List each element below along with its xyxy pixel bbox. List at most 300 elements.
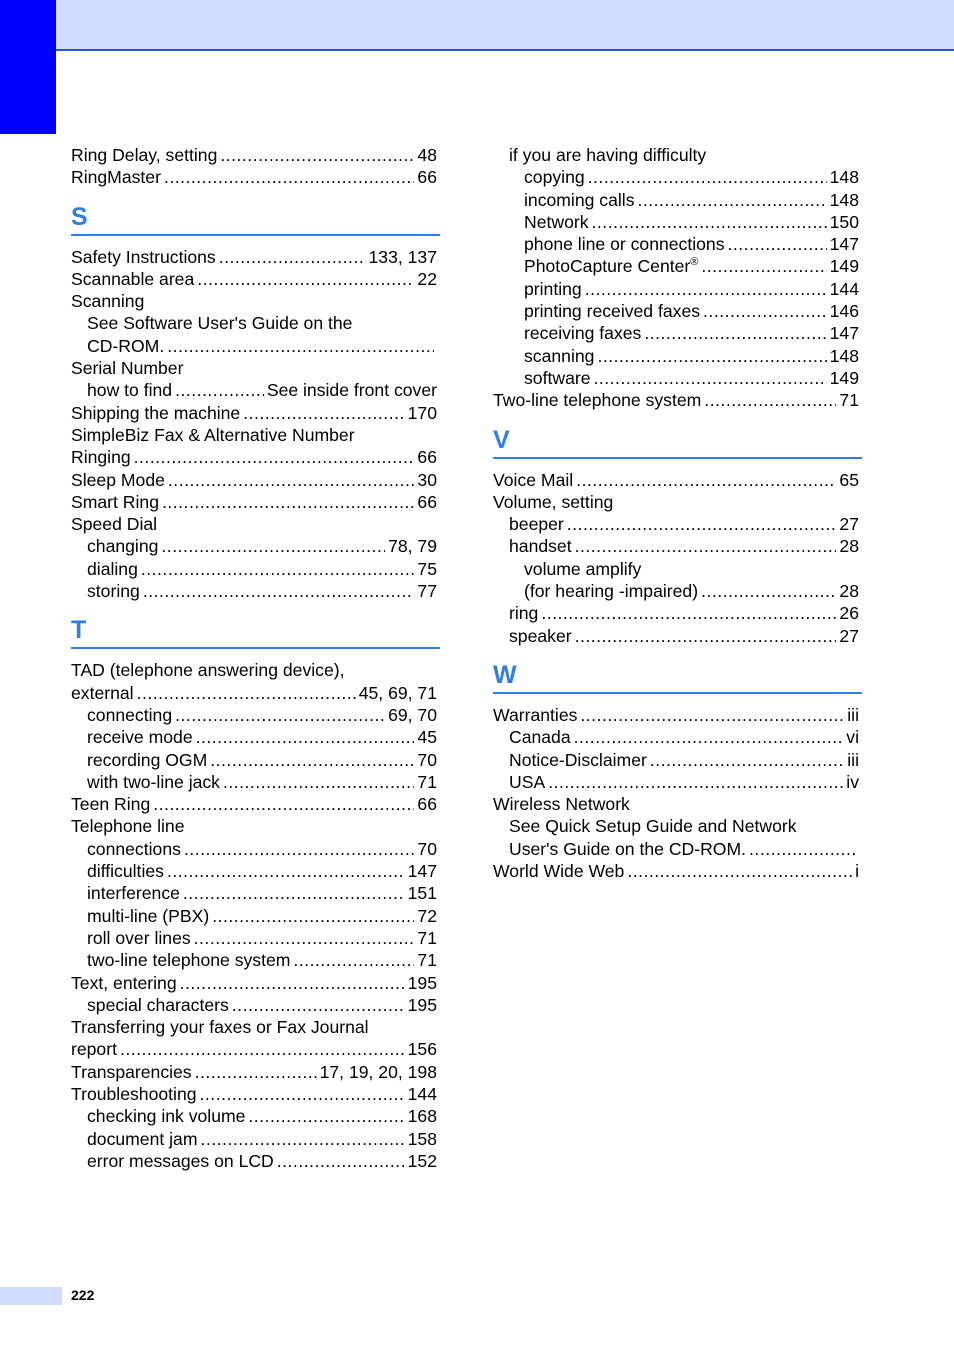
entry-label <box>71 166 161 188</box>
entry-label <box>524 189 635 211</box>
dot-leader <box>644 322 826 344</box>
entry-label-text: printing <box>524 278 582 299</box>
entry-page-ref: 27 <box>839 514 859 535</box>
entry-page-ref: 72 <box>417 905 437 926</box>
entry-label <box>87 1150 274 1172</box>
entry-label <box>71 144 217 166</box>
entry-label <box>71 682 134 704</box>
index-entry <box>71 1105 437 1127</box>
entry-label <box>71 972 177 994</box>
entry-label-text: beeper <box>509 514 564 535</box>
dot-leader <box>704 389 836 411</box>
entry-label-text: Sleep Mode <box>71 469 165 490</box>
page-number: 222 <box>71 1287 95 1303</box>
entry-label-text: two-line telephone system <box>87 950 291 971</box>
entry-label-text: PhotoCapture Center <box>524 256 691 277</box>
entry-page-ref: 77 <box>417 581 437 602</box>
entry-label-text: receive mode <box>87 727 193 748</box>
entry-label-text: Scanning <box>71 291 145 312</box>
entry-page-ref: 195 <box>407 972 437 993</box>
entry-label-text: connecting <box>87 704 173 725</box>
entry-label-text: printing received faxes <box>524 301 701 322</box>
entry-label <box>524 300 700 322</box>
entry-label <box>87 860 164 882</box>
index-entry <box>493 491 859 513</box>
index-entry <box>71 972 437 994</box>
index-entry <box>71 905 437 927</box>
entry-label-text: Warranties <box>493 704 578 725</box>
dot-leader <box>223 771 414 793</box>
entry-label <box>509 726 571 748</box>
entry-label <box>87 749 207 771</box>
entry-page-ref: 144 <box>829 278 859 299</box>
entry-page-ref: 156 <box>407 1039 437 1060</box>
dot-leader <box>541 602 836 624</box>
dot-leader <box>164 166 414 188</box>
entry-label-text: Scannable area <box>71 268 195 289</box>
entry-page-ref: 151 <box>407 883 437 904</box>
dot-leader <box>650 749 844 771</box>
index-entry <box>493 535 859 557</box>
entry-label-text: SimpleBiz Fax & Alternative Number <box>71 424 355 445</box>
dot-leader <box>196 726 415 748</box>
dot-leader <box>161 535 385 557</box>
entry-label-text: phone line or connections <box>524 234 725 255</box>
index-entry <box>71 793 437 815</box>
entry-label <box>509 513 564 535</box>
entry-label-text: Transparencies <box>71 1061 192 1082</box>
entry-page-ref: 71 <box>839 390 859 411</box>
entry-label <box>524 211 589 233</box>
entry-label <box>71 1083 197 1105</box>
dot-leader <box>749 838 856 860</box>
index-entry <box>493 558 859 580</box>
entry-page-ref: 48 <box>417 145 437 165</box>
entry-label <box>524 367 591 389</box>
entry-page-ref: 45 <box>417 727 437 748</box>
index-entry <box>493 513 859 535</box>
index-entry <box>71 860 437 882</box>
index-entry <box>71 402 437 424</box>
entry-label <box>493 860 624 882</box>
dot-leader <box>574 726 844 748</box>
entry-page-ref: 147 <box>407 861 437 882</box>
entry-label <box>71 246 216 268</box>
entry-label <box>87 994 229 1016</box>
index-entry <box>493 255 859 277</box>
entry-label-text: handset <box>509 536 572 557</box>
dot-leader <box>212 905 414 927</box>
entry-label <box>87 726 193 748</box>
index-entry <box>493 300 859 322</box>
entry-page-ref: 66 <box>417 794 437 815</box>
entry-label-text: external <box>71 682 134 703</box>
index-entry <box>493 144 859 166</box>
dot-leader <box>137 682 356 704</box>
entry-label-text: error messages on LCD <box>87 1150 274 1171</box>
header-band <box>0 0 954 51</box>
entry-page-ref: 70 <box>417 749 437 770</box>
entry-label-text: ring <box>509 603 539 624</box>
entry-label-text: See Software User's Guide on the <box>87 313 353 334</box>
entry-label-text: Volume, setting <box>493 491 614 512</box>
entry-label-text: software <box>524 367 591 388</box>
entry-page-ref: 45, 69, 71 <box>358 682 437 703</box>
entry-label-text: recording OGM <box>87 749 208 770</box>
entry-label-text: See Quick Setup Guide and Network <box>509 816 797 837</box>
entry-page-ref: 195 <box>407 994 437 1015</box>
chapter-tab <box>0 0 56 134</box>
index-entry <box>71 446 437 468</box>
entry-label-text: incoming calls <box>524 189 635 210</box>
index-entry <box>71 1038 437 1060</box>
index-entry <box>71 927 437 949</box>
entry-page-ref: 146 <box>829 301 859 322</box>
section-rule <box>71 647 440 649</box>
entry-label <box>87 771 220 793</box>
dot-leader <box>588 166 827 188</box>
entry-page-ref: 78, 79 <box>388 536 437 557</box>
entry-page-ref: 144 <box>407 1083 437 1104</box>
entry-label <box>87 927 191 949</box>
entry-label-text: speaker <box>509 625 572 646</box>
index-entry <box>71 580 437 602</box>
index-entry <box>493 211 859 233</box>
entry-label <box>87 949 290 971</box>
index-entry <box>71 949 437 971</box>
entry-page-ref: 148 <box>829 189 859 210</box>
entry-label-text: Network <box>524 211 589 232</box>
entry-label <box>71 793 150 815</box>
entry-label-text: storing <box>87 581 140 602</box>
entry-label <box>87 882 180 904</box>
entry-label-text: volume amplify <box>524 558 642 579</box>
dot-leader <box>567 513 837 535</box>
entry-label-text: checking ink volume <box>87 1106 246 1127</box>
dot-leader <box>134 446 415 468</box>
section-letter: W <box>493 660 517 689</box>
entry-page-ref: vi <box>846 727 859 748</box>
dot-leader <box>701 580 836 602</box>
entry-page-ref: 149 <box>829 367 859 388</box>
entry-label <box>71 469 165 491</box>
entry-label-text: difficulties <box>87 861 164 882</box>
section-header-s <box>71 201 437 236</box>
dot-leader <box>638 189 827 211</box>
entry-label <box>87 379 172 401</box>
index-entry <box>493 580 859 602</box>
index-entry <box>71 535 437 557</box>
dot-leader <box>597 345 826 367</box>
entry-label-text: Troubleshooting <box>71 1083 197 1104</box>
dot-leader <box>232 994 405 1016</box>
entry-label-text: with two-line jack <box>87 771 220 792</box>
index-entry <box>493 278 859 300</box>
entry-label <box>87 558 138 580</box>
entry-label <box>509 749 647 771</box>
entry-page-ref: 28 <box>839 581 859 602</box>
entry-label-text: Shipping the machine <box>71 402 241 423</box>
index-entry <box>71 491 437 513</box>
index-entry <box>71 335 437 357</box>
index-entry <box>493 469 859 491</box>
entry-page-ref: 75 <box>417 558 437 579</box>
entry-label <box>87 704 172 726</box>
entry-page-ref: iii <box>847 749 859 770</box>
entry-label <box>509 602 538 624</box>
dot-leader <box>575 535 837 557</box>
index-column-left <box>71 144 437 1172</box>
entry-label-text: Text, entering <box>71 972 177 993</box>
dot-leader <box>167 335 434 357</box>
index-entry <box>493 189 859 211</box>
dot-leader <box>594 367 827 389</box>
entry-page-ref: 148 <box>829 167 859 188</box>
index-column-right <box>493 144 859 882</box>
dot-leader <box>728 233 827 255</box>
entry-label <box>71 491 159 513</box>
entry-page-ref: 170 <box>407 402 437 423</box>
index-entry <box>71 312 437 334</box>
index-entry <box>71 558 437 580</box>
section-letter: T <box>71 616 87 645</box>
section-header-v <box>493 424 859 459</box>
entry-page-ref: iv <box>846 771 859 792</box>
index-entry <box>493 838 859 860</box>
entry-page-ref: See inside front cover <box>266 380 437 401</box>
entry-label <box>524 580 698 602</box>
index-entry <box>493 233 859 255</box>
entry-label <box>87 1128 198 1150</box>
section-header-w <box>493 659 859 694</box>
index-entry <box>493 389 859 411</box>
entry-label <box>71 268 194 290</box>
section-letter: V <box>493 425 510 454</box>
dot-leader <box>167 860 405 882</box>
entry-page-ref: 70 <box>417 838 437 859</box>
entry-page-ref: 147 <box>829 234 859 255</box>
entry-label-text: Teen Ring <box>71 794 151 815</box>
index-entry <box>493 704 859 726</box>
entry-label <box>71 1038 117 1060</box>
entry-label <box>87 905 209 927</box>
entry-label <box>524 345 594 367</box>
entry-label-text: Smart Ring <box>71 491 159 512</box>
index-entry <box>71 469 437 491</box>
index-entry <box>493 793 859 815</box>
dot-leader <box>575 625 837 647</box>
entry-label-text: (for hearing -impaired) <box>524 581 699 602</box>
dot-leader <box>201 1128 405 1150</box>
dot-leader <box>162 491 414 513</box>
entry-page-ref: 27 <box>839 625 859 646</box>
entry-label <box>71 446 131 468</box>
entry-label-text: roll over lines <box>87 927 191 948</box>
section-header-t <box>71 614 437 649</box>
dot-leader <box>627 860 852 882</box>
section-rule <box>71 234 440 236</box>
entry-label-text: USA <box>509 771 546 792</box>
entry-label-text: dialing <box>87 558 138 579</box>
dot-leader <box>168 469 415 491</box>
entry-page-ref: 148 <box>829 345 859 366</box>
entry-label-text: RingMaster <box>71 167 161 188</box>
entry-label <box>509 838 746 860</box>
dot-leader <box>194 927 415 949</box>
index-entry <box>71 749 437 771</box>
dot-leader <box>195 1061 317 1083</box>
index-entry <box>493 322 859 344</box>
entry-label-text: receiving faxes <box>524 323 642 344</box>
index-entry <box>71 144 437 166</box>
entry-page-ref: 17, 19, 20, 198 <box>319 1061 437 1082</box>
index-entry <box>493 367 859 389</box>
entry-label-text: connections <box>87 838 181 859</box>
entry-page-ref: 26 <box>839 603 859 624</box>
dot-leader <box>248 1105 404 1127</box>
entry-label <box>87 335 164 357</box>
entry-label <box>509 625 572 647</box>
index-entry <box>493 602 859 624</box>
dot-leader <box>220 144 414 166</box>
index-entry <box>493 166 859 188</box>
entry-label-text: Ring Delay, setting <box>71 145 218 165</box>
dot-leader <box>243 402 404 424</box>
dot-leader <box>701 255 826 277</box>
index-entry <box>493 625 859 647</box>
dot-leader <box>585 278 827 300</box>
entry-label-text: changing <box>87 536 159 557</box>
entry-label-text: copying <box>524 167 585 188</box>
entry-label <box>493 389 701 411</box>
footer-bar <box>0 1287 62 1305</box>
index-entry <box>71 994 437 1016</box>
entry-page-ref: 71 <box>417 771 437 792</box>
entry-label-text: multi-line (PBX) <box>87 905 210 926</box>
entry-label <box>71 1061 192 1083</box>
entry-page-ref: i <box>855 861 859 882</box>
index-entry <box>71 424 437 446</box>
dot-leader <box>210 749 414 771</box>
entry-label-text: Speed Dial <box>71 514 158 535</box>
section-letter: S <box>71 202 88 231</box>
entry-page-ref: iii <box>847 704 859 725</box>
dot-leader <box>277 1150 405 1172</box>
entry-label <box>493 704 577 726</box>
entry-label-text: World Wide Web <box>493 861 625 882</box>
entry-page-ref: 133, 137 <box>368 246 437 267</box>
entry-label <box>493 469 573 491</box>
entry-label-text: Ringing <box>71 447 131 468</box>
entry-label-text: Canada <box>509 727 571 748</box>
dot-leader <box>175 704 385 726</box>
entry-label-text: Transferring your faxes or Fax Journal <box>71 1017 369 1038</box>
index-entry <box>71 815 437 837</box>
index-entry <box>71 379 437 401</box>
index-entry <box>71 682 437 704</box>
dot-leader <box>200 1083 405 1105</box>
dot-leader <box>153 793 414 815</box>
dot-leader <box>180 972 405 994</box>
index-entry <box>71 659 437 681</box>
entry-label <box>524 278 582 300</box>
entry-label <box>524 255 698 277</box>
entry-page-ref: 168 <box>407 1106 437 1127</box>
entry-page-ref: 66 <box>417 167 437 188</box>
entry-label <box>524 322 641 344</box>
section-rule <box>493 457 862 459</box>
dot-leader <box>576 469 836 491</box>
index-entry <box>71 882 437 904</box>
index-entry <box>71 704 437 726</box>
entry-label <box>87 838 181 860</box>
entry-page-ref: 147 <box>829 323 859 344</box>
entry-label-text: Safety Instructions <box>71 246 216 267</box>
index-entry <box>71 771 437 793</box>
entry-page-ref: 71 <box>417 927 437 948</box>
dot-leader <box>197 268 414 290</box>
entry-page-ref: 71 <box>417 950 437 971</box>
index-entry <box>71 1150 437 1172</box>
entry-label <box>509 535 572 557</box>
dot-leader <box>141 558 415 580</box>
index-entry <box>71 357 437 379</box>
entry-label-text: Voice Mail <box>493 469 574 490</box>
entry-label-text: special characters <box>87 994 229 1015</box>
index-entry <box>493 860 859 882</box>
entry-label-text: report <box>71 1039 117 1060</box>
dot-leader <box>183 882 405 904</box>
entry-page-ref: 158 <box>407 1128 437 1149</box>
index-entry <box>493 726 859 748</box>
dot-leader <box>293 949 414 971</box>
entry-label-text: how to find <box>87 380 173 401</box>
entry-label-text: if you are having difficulty <box>509 145 707 165</box>
index-entry <box>71 838 437 860</box>
entry-label <box>524 233 725 255</box>
entry-label-text: document jam <box>87 1128 198 1149</box>
index-entry <box>71 290 437 312</box>
entry-label-text: User's Guide on the CD-ROM. <box>509 838 747 859</box>
dot-leader <box>703 300 827 322</box>
dot-leader <box>592 211 827 233</box>
entry-page-ref: 150 <box>829 211 859 232</box>
entry-label-text: Wireless Network <box>493 794 630 815</box>
index-entry <box>493 771 859 793</box>
dot-leader <box>219 246 366 268</box>
entry-label-text: Two-line telephone system <box>493 390 702 411</box>
dot-leader <box>143 580 415 602</box>
index-entry <box>493 749 859 771</box>
dot-leader <box>548 771 843 793</box>
entry-label-text: CD-ROM. <box>87 335 165 356</box>
registered-mark: ® <box>690 256 699 269</box>
entry-page-ref: 152 <box>407 1150 437 1171</box>
index-entry <box>71 1016 437 1038</box>
entry-page-ref: 65 <box>839 469 859 490</box>
index-entry <box>71 1128 437 1150</box>
entry-page-ref: 28 <box>839 536 859 557</box>
entry-label-text: interference <box>87 883 180 904</box>
index-entry <box>71 513 437 535</box>
index-entry <box>493 345 859 367</box>
dot-leader <box>175 379 264 401</box>
entry-label <box>524 166 585 188</box>
entry-page-ref: 149 <box>829 256 859 277</box>
entry-label <box>87 535 158 557</box>
entry-label-text: scanning <box>524 345 595 366</box>
index-entry <box>71 1061 437 1083</box>
